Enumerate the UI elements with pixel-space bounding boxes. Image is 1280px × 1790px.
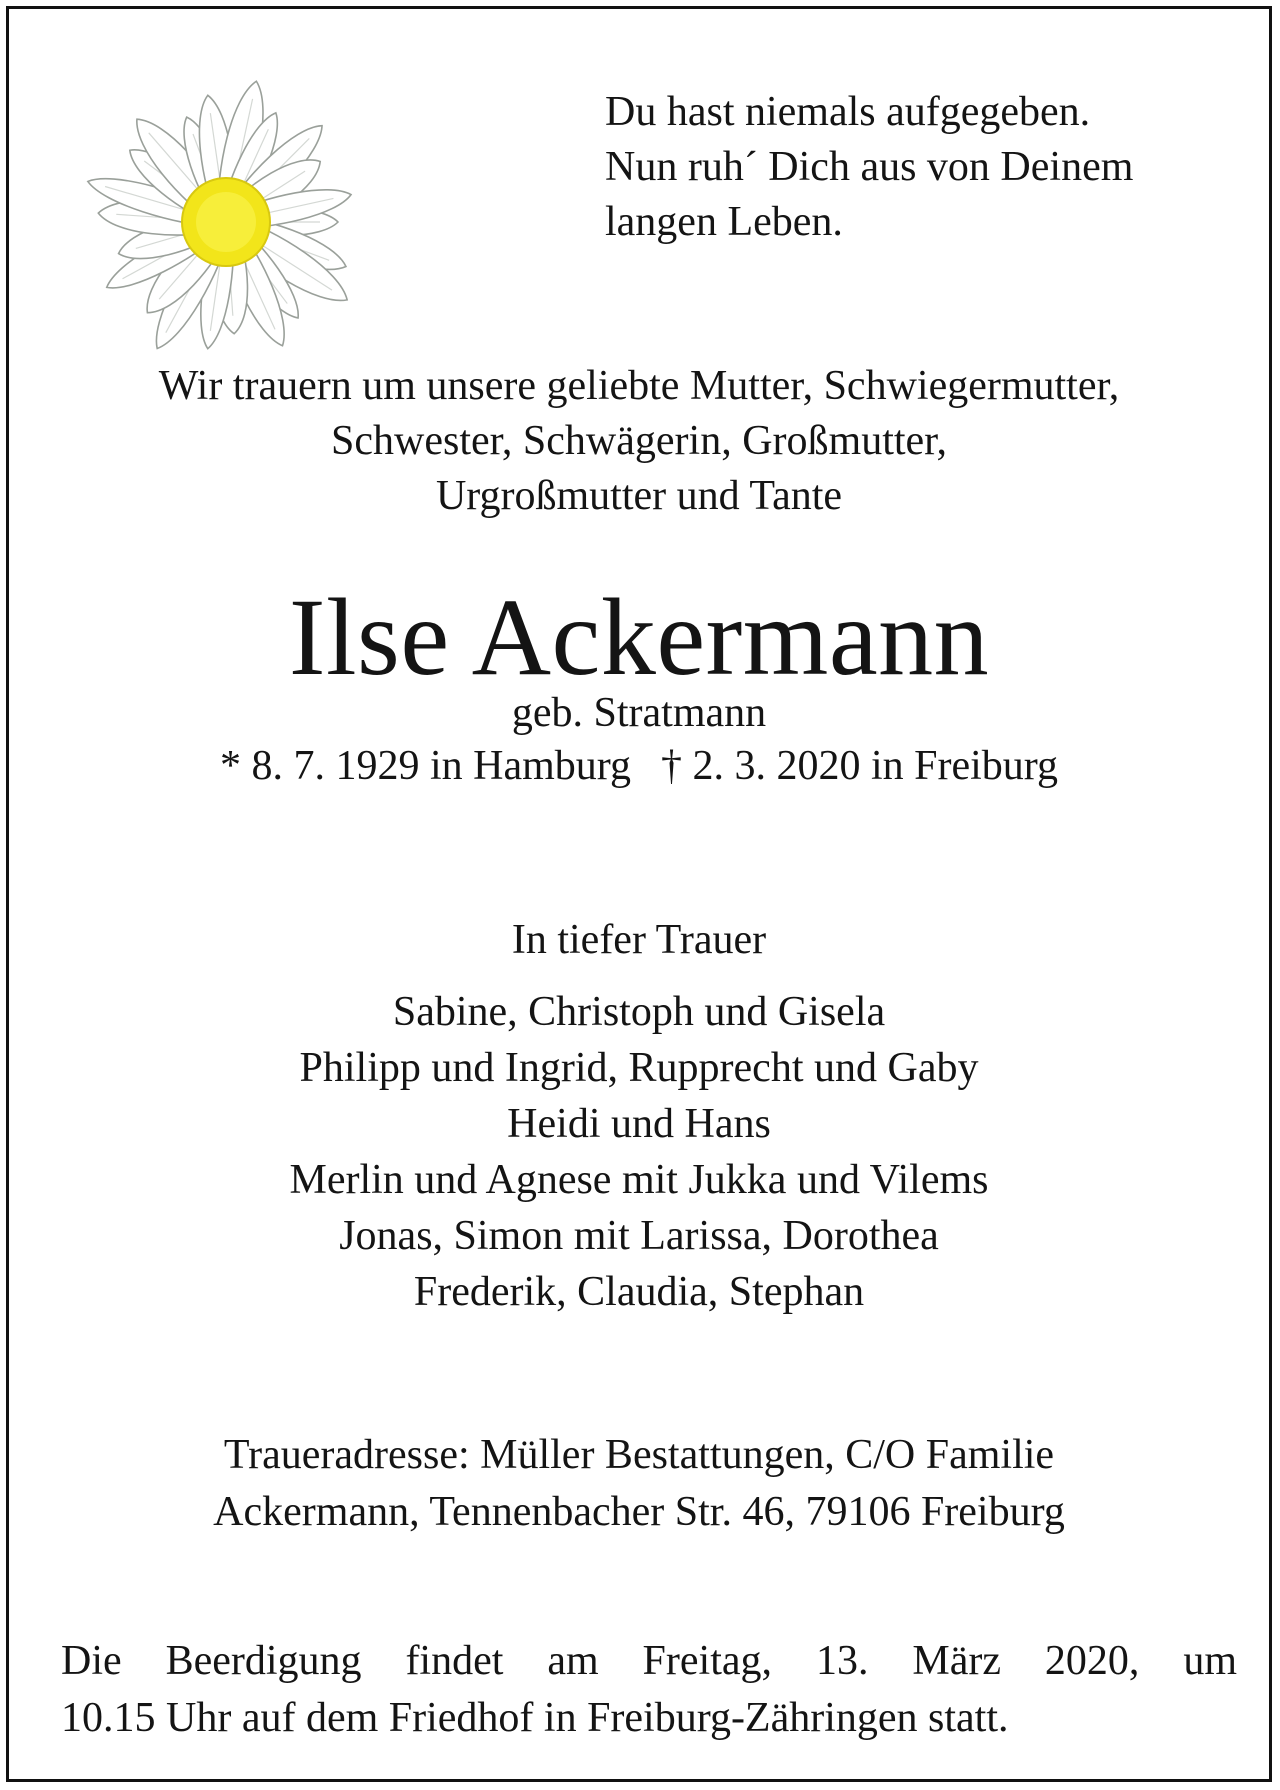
- birth-name: geb. Stratmann: [511, 690, 767, 736]
- family-line: Philipp und Ingrid, Rupprecht und Gaby: [299, 1045, 979, 1091]
- verse-line: Nun ruh´ Dich aus von Deinem: [605, 144, 1134, 190]
- funeral-line: Die Beerdigung findet am Freitag, 13. März 2020, um: [61, 1638, 1237, 1684]
- birth-date: * 8. 7. 1929 in Hamburg: [219, 743, 631, 789]
- family-line: Merlin und Agnese mit Jukka und Vilems: [289, 1157, 989, 1203]
- family-line: Frederik, Claudia, Stephan: [413, 1269, 865, 1315]
- family-line: Sabine, Christoph und Gisela: [392, 989, 886, 1035]
- mourning-address: [9, 1427, 1269, 1541]
- family-line: Heidi und Hans: [507, 1101, 771, 1147]
- mourning-line: Urgroßmutter und Tante: [435, 473, 843, 519]
- verse: [605, 85, 1245, 250]
- funeral-line: 10.15 Uhr auf dem Friedhof in Freiburg-Zähringen statt.: [61, 1695, 1009, 1741]
- mourning-statement: [9, 359, 1269, 524]
- address-line: Ackermann, Tennenbacher Str. 46, 79106 Freiburg: [213, 1489, 1065, 1535]
- mourning-line: Schwester, Schwägerin, Großmutter,: [331, 418, 947, 464]
- address-line: Traueradresse: Müller Bestattungen, C/O Familie: [223, 1432, 1055, 1478]
- funeral-notice: [61, 1633, 1237, 1747]
- family-list: [9, 984, 1269, 1320]
- obituary-notice: [6, 6, 1272, 1782]
- death-date: † 2. 3. 2020 in Freiburg: [660, 743, 1059, 789]
- life-dates: [9, 739, 1269, 794]
- family-line: Jonas, Simon mit Larissa, Dorothea: [339, 1213, 939, 1259]
- daisy-icon: [71, 77, 381, 367]
- mourning-line: Wir trauern um unsere geliebte Mutter, Schwiegermutter,: [158, 363, 1120, 409]
- verse-line: Du hast niemals aufgegeben.: [605, 89, 1091, 135]
- verse-line: langen Leben.: [605, 199, 843, 245]
- deceased-name: Ilse Ackermann: [288, 576, 990, 698]
- grief-heading: In tiefer Trauer: [511, 917, 767, 963]
